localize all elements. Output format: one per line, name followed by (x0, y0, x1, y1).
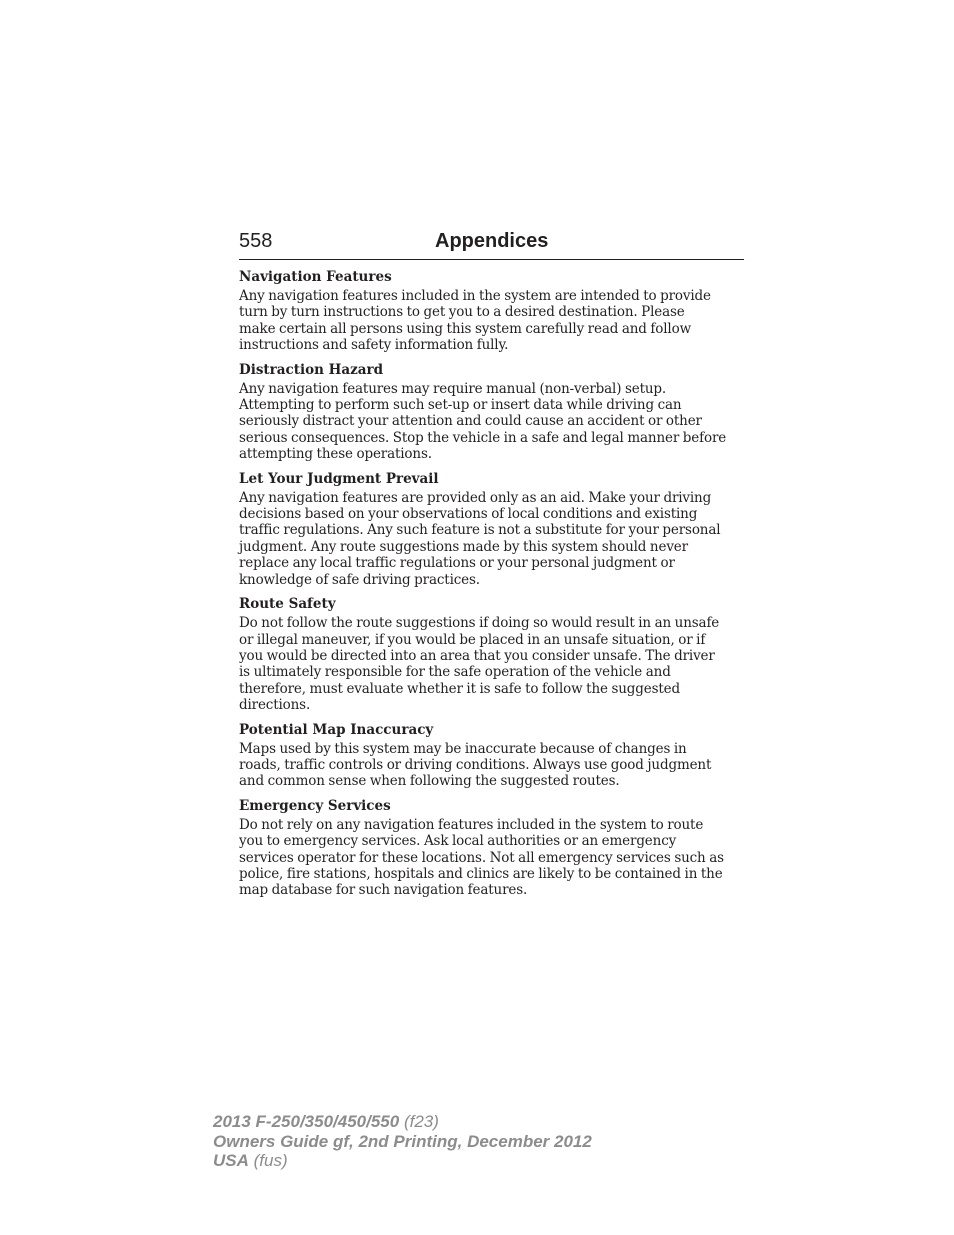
page-number: 558 (239, 230, 273, 252)
main-content (239, 266, 744, 904)
section-emergency-services (239, 795, 744, 899)
section-paragraph (239, 288, 744, 354)
footer-line-region (213, 1151, 592, 1171)
paragraph-line: traffic regulations. Any such feature is not a substitute for your personal (239, 522, 721, 539)
paragraph-line: therefore, must evaluate whether it is safe to follow the suggested (239, 680, 680, 697)
page-footer (213, 1112, 592, 1171)
section-heading: Potential Map Inaccuracy (239, 721, 434, 738)
paragraph-line: is ultimately responsible for the safe operation of the vehicle and (239, 664, 671, 681)
footer-model-code: (f23) (399, 1112, 439, 1131)
section-paragraph (239, 615, 744, 713)
paragraph-line: you would be directed into an area that you consider unsafe. The driver (239, 647, 715, 664)
footer-region-code: (fus) (248, 1151, 288, 1170)
paragraph-line: judgment. Any route suggestions made by this system should never (239, 538, 688, 555)
section-navigation-features (239, 266, 744, 354)
paragraph-line: attempting these operations. (239, 446, 432, 463)
paragraph-line: replace any local traffic regulations or your personal judgment or (239, 555, 675, 572)
paragraph-line: or illegal maneuver, if you would be placed in an unsafe situation, or if (239, 631, 706, 648)
paragraph-line: serious consequences. Stop the vehicle in a safe and legal manner before (239, 429, 727, 446)
footer-line-guide (213, 1132, 592, 1152)
section-heading: Distraction Hazard (239, 361, 384, 378)
paragraph-line: Any navigation features are provided only as an aid. Make your driving (239, 489, 712, 506)
section-heading: Let Your Judgment Prevail (239, 470, 439, 487)
paragraph-line: knowledge of safe driving practices. (239, 571, 480, 588)
section-heading: Route Safety (239, 596, 336, 613)
section-route-safety (239, 593, 744, 713)
paragraph-line: Do not rely on any navigation features included in the system to route (239, 816, 704, 833)
footer-line-model (213, 1112, 592, 1132)
paragraph-line: seriously distract your attention and could cause an accident or other (239, 413, 702, 430)
section-paragraph (239, 381, 744, 463)
paragraph-line: Attempting to perform such set-up or insert data while driving can (239, 397, 682, 414)
section-heading: Emergency Services (239, 797, 391, 814)
section-distraction-hazard (239, 359, 744, 463)
paragraph-line: services operator for these locations. Not all emergency services such as (239, 849, 724, 866)
section-paragraph (239, 490, 744, 588)
paragraph-line: make certain all persons using this system carefully read and follow (239, 320, 691, 337)
paragraph-line: instructions and safety information fully. (239, 337, 509, 354)
page-header (239, 229, 744, 260)
paragraph-line: map database for such navigation features. (239, 882, 528, 899)
paragraph-line: Maps used by this system may be inaccurate because of changes in (239, 740, 687, 757)
section-let-your-judgment-prevail (239, 468, 744, 588)
paragraph-line: Any navigation features may require manual (non-verbal) setup. (239, 380, 667, 397)
section-paragraph (239, 817, 744, 899)
footer-region-text: USA (213, 1151, 249, 1170)
section-paragraph (239, 741, 744, 790)
paragraph-line: and common sense when following the suggested routes. (239, 773, 620, 790)
paragraph-line: police, fire stations, hospitals and clinics are likely to be contained in the (239, 865, 723, 882)
paragraph-line: Any navigation features included in the system are intended to provide (239, 288, 711, 304)
paragraph-line: roads, traffic controls or driving conditions. Always use good judgment (239, 756, 712, 773)
paragraph-line: you to emergency services. Ask local authorities or an emergency (239, 833, 677, 850)
paragraph-line: turn by turn instructions to get you to a desired destination. Please (239, 304, 685, 321)
paragraph-line: directions. (239, 697, 311, 714)
paragraph-line: decisions based on your observations of local conditions and existing (239, 506, 698, 523)
footer-guide-text: Owners Guide gf, 2nd Printing, December 2012 (213, 1131, 592, 1151)
section-heading: Navigation Features (239, 269, 392, 285)
section-title: Appendices (435, 230, 549, 252)
footer-model-text: 2013 F-250/350/450/550 (213, 1112, 400, 1131)
paragraph-line: Do not follow the route suggestions if doing so would result in an unsafe (239, 615, 720, 632)
section-potential-map-inaccuracy (239, 719, 744, 790)
